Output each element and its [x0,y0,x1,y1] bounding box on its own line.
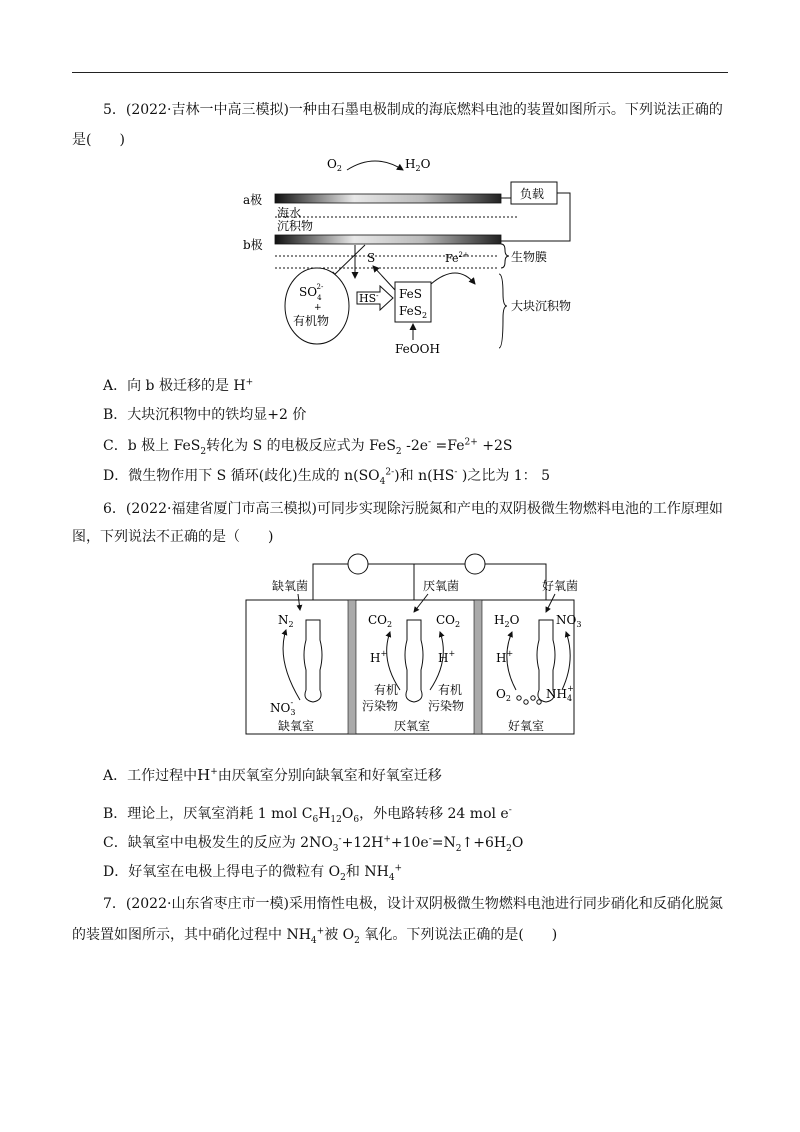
q6-o2-label: $O_2$ [496,687,511,703]
q5-fes-label: FeS [399,287,422,301]
q5-option-c[interactable]: C．b 极上 FeS$_2$转化为 S 的电极反应式为 FeS$_2$ $-2e^- =Fe^{2+} +2S$ [103,437,513,457]
q6-option-d[interactable]: D．好氧室在电极上得电子的微粒有 $O_2$和 $NH_4^+$ [103,863,403,883]
q6-h-right-label: H+ [438,649,456,665]
q5-fe2-label: $Fe^{2+}$ [445,251,469,265]
q6-figure [240,550,580,740]
q5-load-label: 负载 [520,187,545,201]
q6-option-a[interactable]: A．工作过程中H+由厌氧室分别向缺氧室和好氧室迁移 [103,766,442,784]
q6-organic-left-2: 污染物 [362,699,399,713]
q5-a-electrode [275,194,501,203]
q6-no3-label: $NO_3-$ [270,698,296,717]
q5-option-a[interactable]: A．向 b 极迁移的是 H+ [103,377,254,394]
q6-anoxic-room-label: 缺氧室 [278,719,315,733]
q6-anoxic-bacteria-label: 缺氧菌 [272,579,309,593]
q5-option-d[interactable]: D．微生物作用下 S 循环(歧化)生成的 $n(SO_4^{2-})$和 n(HS- )之比为 1： 5 [103,467,551,487]
q5-feooh-label: FeOOH [395,342,440,356]
q5-biofilm-label: 生物膜 [511,250,548,264]
q5-fes2-label: FeS$_2$ [399,304,428,320]
q6-h-left-label: H+ [370,649,388,665]
q5-s-label: S [367,251,376,265]
q6-option-b[interactable]: B．理论上，厌氧室消耗 1 mol $C_6H_{12}O_6$，外电路转移 24 mol e- [103,805,512,825]
q6-aerobic-bacteria-label: 好氧菌 [542,579,579,593]
q7-stem-line1: 7．(2022·山东省枣庄市一模)采用惰性电极，设计双阴极微生物燃料电池进行同步硝化和反硝化脱氮 [103,896,723,912]
q5-plus-label: + [314,303,322,313]
q6-electrode-anoxic [304,620,322,702]
q6-nh4-label: $NH_4+$ [546,684,574,703]
q6-co2-right-label: $CO_2$ [436,613,461,629]
q5-seawater-label: 海水 [277,206,302,220]
q6-n2-label: $N_2$ [278,613,294,629]
q5-bulk-sediment-label: 大块沉积物 [511,299,572,313]
q5-figure [235,150,595,360]
q6-stem-line1: 6．(2022·福建省厦门市高三模拟)可同步实现除污脱氮和产电的双阴极微生物燃料电池的工作原理如 [103,501,723,517]
q6-co2-left-label: $CO_2$ [368,613,393,629]
q5-organic-label: 有机物 [293,314,330,328]
q6-stem-line2: 图，下列说法不正确的是（ ) [72,529,274,545]
q5-h2o-label: $H_2O$ [405,157,431,173]
q5-hs-label: HS- [359,292,379,305]
q5-stem-line1: 5．(2022·吉林一中高三模拟)一种由石墨电极制成的海底燃料电池的装置如图所示。下列说法正确的 [103,102,723,118]
q6-membrane-left [348,600,356,734]
q6-option-c[interactable]: C．缺氧室中电极发生的反应为 $2NO_3^-+12H^++10e^-=N_2↑+6H_2O$ [103,834,524,854]
q7-stem-line2: 的装置如图所示，其中硝化过程中 $NH_4^+$被 $O_2$ 氧化。下列说法正确的是( ) [72,926,558,946]
q6-organic-right-1: 有机 [438,683,463,697]
q6-meter-left [348,554,368,574]
q6-aerobic-room-label: 好氧室 [508,719,545,733]
q5-sediment-label: 沉积物 [277,219,314,233]
q6-anaerobic-room-label: 厌氧室 [394,719,431,733]
q5-o2-label: $O_2$ [327,157,342,173]
q6-meter-right [465,554,485,574]
q5-a-electrode-label: a极 [243,193,263,207]
q6-organic-left-1: 有机 [374,683,399,697]
q5-option-b[interactable]: B．大块沉积物中的铁均显+2 价 [103,407,307,423]
q5-b-electrode-label: b极 [243,238,263,252]
q5-b-electrode [275,235,501,244]
header-rule [72,72,728,73]
q6-h2o-label: $H_2O$ [494,613,520,629]
q6-h-aerobic-label: H+ [496,649,514,665]
q6-membrane-right [474,600,482,734]
q5-stem-line2: 是( ) [72,132,125,148]
q6-organic-right-2: 污染物 [428,699,465,713]
q6-no3-aerobic-label: $NO_3$ [556,613,582,629]
q6-electrode-anaerobic [405,620,423,702]
q5-so4-label: $SO_42-$ [299,283,324,302]
q6-anaerobic-bacteria-label: 厌氧菌 [423,579,460,593]
